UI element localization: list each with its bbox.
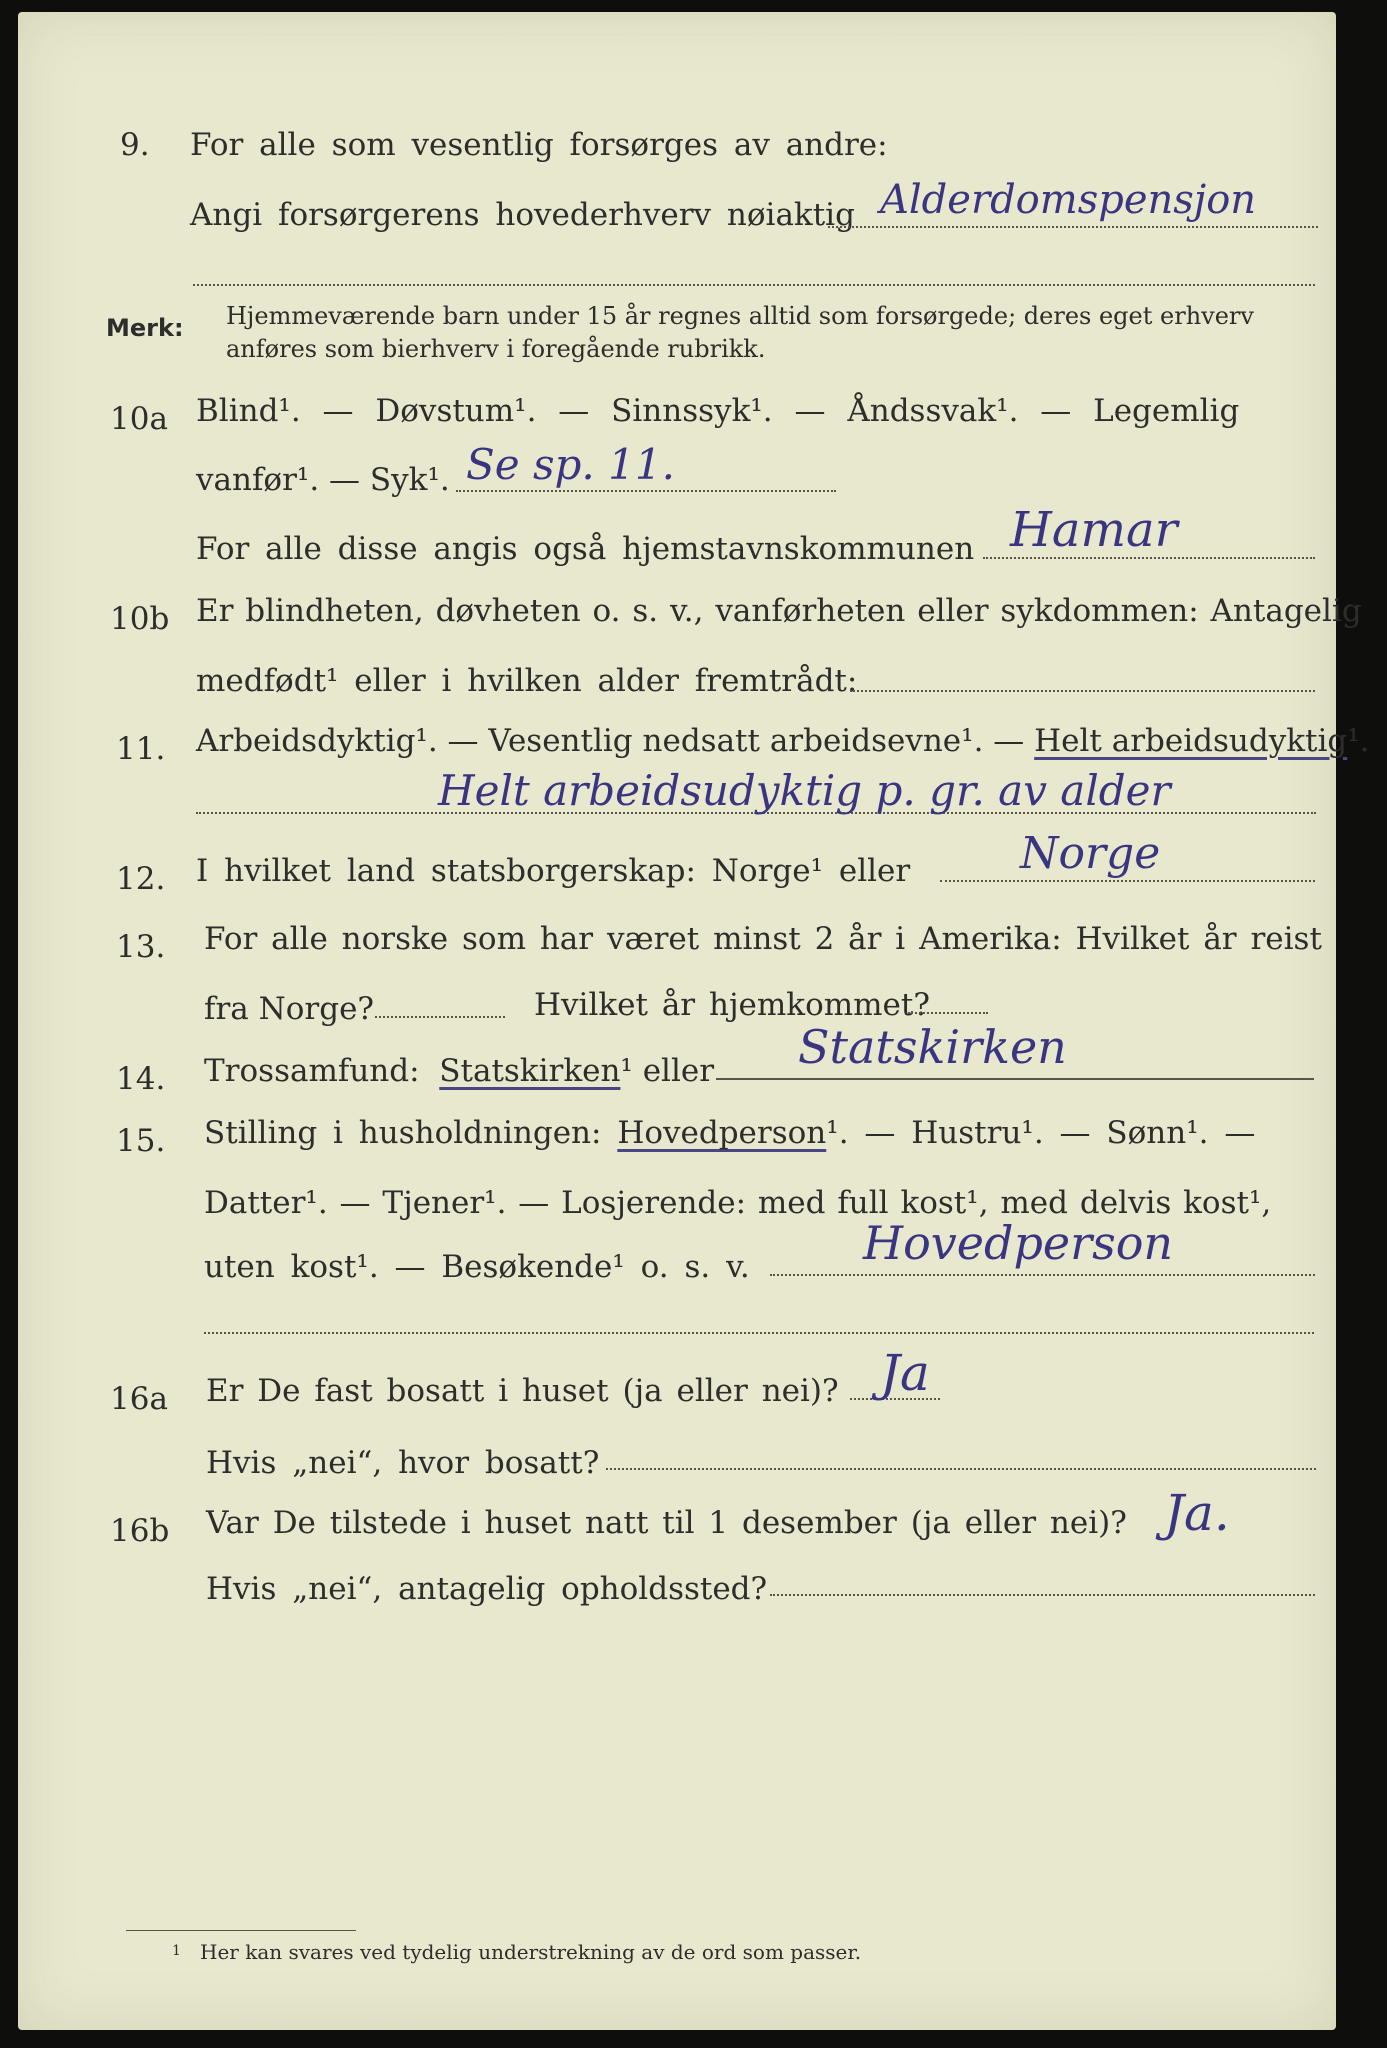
q13-hjemkommet-line xyxy=(908,1012,988,1014)
q16a-line2: Hvis „nei“, hvor bosatt? xyxy=(206,1445,600,1481)
q9-line2: Angi forsørgerens hovederhverv nøiaktig xyxy=(190,197,855,233)
q10a-number: 10a xyxy=(110,401,168,437)
q12-line1: I hvilket land statsborgerskap: Norge¹ eller xyxy=(196,853,911,889)
q11-line1-end: ¹. xyxy=(1347,723,1370,759)
q12-answer-line xyxy=(940,880,1315,882)
footnote-separator xyxy=(126,1930,356,1931)
q13-number: 13. xyxy=(116,929,166,965)
q10a-line1: Blind¹. — Døvstum¹. — Sinnssyk¹. — Åndssvak¹. — Legemlig xyxy=(196,393,1240,429)
q12-answer: Norge xyxy=(1020,828,1161,879)
q15-line1 xyxy=(204,1115,1256,1151)
q15-extra-line xyxy=(204,1332,1314,1334)
q14-rest: ¹ eller xyxy=(620,1053,715,1089)
q15-answer: Hovedperson xyxy=(863,1216,1174,1270)
q15-line3: uten kost¹. — Besøkende¹ o. s. v. xyxy=(204,1249,750,1285)
q16a-line1: Er De fast bosatt i huset (ja eller nei)? xyxy=(206,1373,839,1409)
merk-line1: Hjemmeværende barn under 15 år regnes alltid som forsørgede; deres eget erhverv xyxy=(226,302,1254,330)
merk-label: Merk: xyxy=(106,314,184,342)
q16b-line1: Var De tilstede i huset natt til 1 desember (ja eller nei)? xyxy=(206,1505,1127,1541)
q10b-line1: Er blindheten, døvheten o. s. v., vanførheten eller sykdommen: Antagelig xyxy=(196,593,1362,629)
q15-underlined-choice: Hovedperson xyxy=(617,1115,827,1151)
q10a-answer1-line xyxy=(456,490,836,492)
q16a-answer: Ja xyxy=(880,1344,930,1402)
q15-answer-line xyxy=(770,1274,1315,1276)
q9-answer-line xyxy=(828,226,1318,228)
footnote-text: Her kan svares ved tydelig understrekning av de ord som passer. xyxy=(200,1940,862,1964)
q16a-number: 16a xyxy=(110,1381,168,1417)
q10b-line2: medfødt¹ eller i hvilken alder fremtrådt: xyxy=(196,663,858,699)
q14-underlined-choice: Statskirken xyxy=(439,1053,621,1089)
q16b-number: 16b xyxy=(110,1513,170,1549)
q16b-line2: Hvis „nei“, antagelig opholdssted? xyxy=(206,1571,768,1607)
q15-line1-end: ¹. — Hustru¹. — Sønn¹. — xyxy=(826,1115,1256,1151)
q14-label: Trossamfund: xyxy=(204,1053,420,1089)
q14-line xyxy=(204,1053,715,1089)
q11-line1-options: Arbeidsdyktig¹. — Vesentlig nedsatt arbeidsevne¹. — xyxy=(196,723,1035,759)
q15-line1-start: Stilling i husholdningen: xyxy=(204,1115,618,1151)
q10a-answer2: Hamar xyxy=(1010,502,1178,558)
q12-number: 12. xyxy=(116,861,166,897)
q16b-answer: Ja. xyxy=(1164,1484,1230,1542)
q16b-opholdssted-line xyxy=(770,1594,1315,1596)
q13-reist-line xyxy=(375,1016,505,1018)
q10a-line2: vanfør¹. — Syk¹. xyxy=(196,462,450,498)
q10b-answer-line xyxy=(850,690,1315,692)
q14-answer-line xyxy=(716,1078,1314,1080)
q15-line2: Datter¹. — Tjener¹. — Losjerende: med full kost¹, med delvis kost¹, xyxy=(204,1185,1272,1221)
q14-answer: Statskirken xyxy=(798,1020,1067,1074)
q9-answer: Alderdomspensjon xyxy=(880,177,1257,223)
footnote-mark: 1 xyxy=(172,1943,181,1959)
q13-line1: For alle norske som har været minst 2 år i Amerika: Hvilket år reist xyxy=(204,921,1322,957)
merk-line2: anføres som bierhverv i foregående rubrikk. xyxy=(226,335,766,363)
q11-answer: Helt arbeidsudyktig p. gr. av alder xyxy=(438,766,1171,815)
q13-line2b: Hvilket år hjemkommet? xyxy=(534,987,930,1023)
q13-line2a: fra Norge? xyxy=(204,991,375,1027)
q10b-number: 10b xyxy=(110,601,170,637)
q15-number: 15. xyxy=(116,1123,166,1159)
q9-number: 9. xyxy=(120,127,150,163)
q10a-line3: For alle disse angis også hjemstavnskommunen xyxy=(196,531,975,567)
q9-line1: For alle som vesentlig forsørges av andre: xyxy=(190,127,888,163)
q11-number: 11. xyxy=(116,731,166,767)
q16a-bosatt-line xyxy=(606,1468,1316,1470)
census-form-page xyxy=(18,12,1370,2030)
q14-number: 14. xyxy=(116,1061,166,1097)
q9-extra-line xyxy=(193,284,1315,286)
q11-line1 xyxy=(196,723,1370,759)
q10a-answer1: Se sp. 11. xyxy=(466,440,675,489)
q11-underlined-choice: Helt arbeidsudyktig xyxy=(1034,723,1348,759)
